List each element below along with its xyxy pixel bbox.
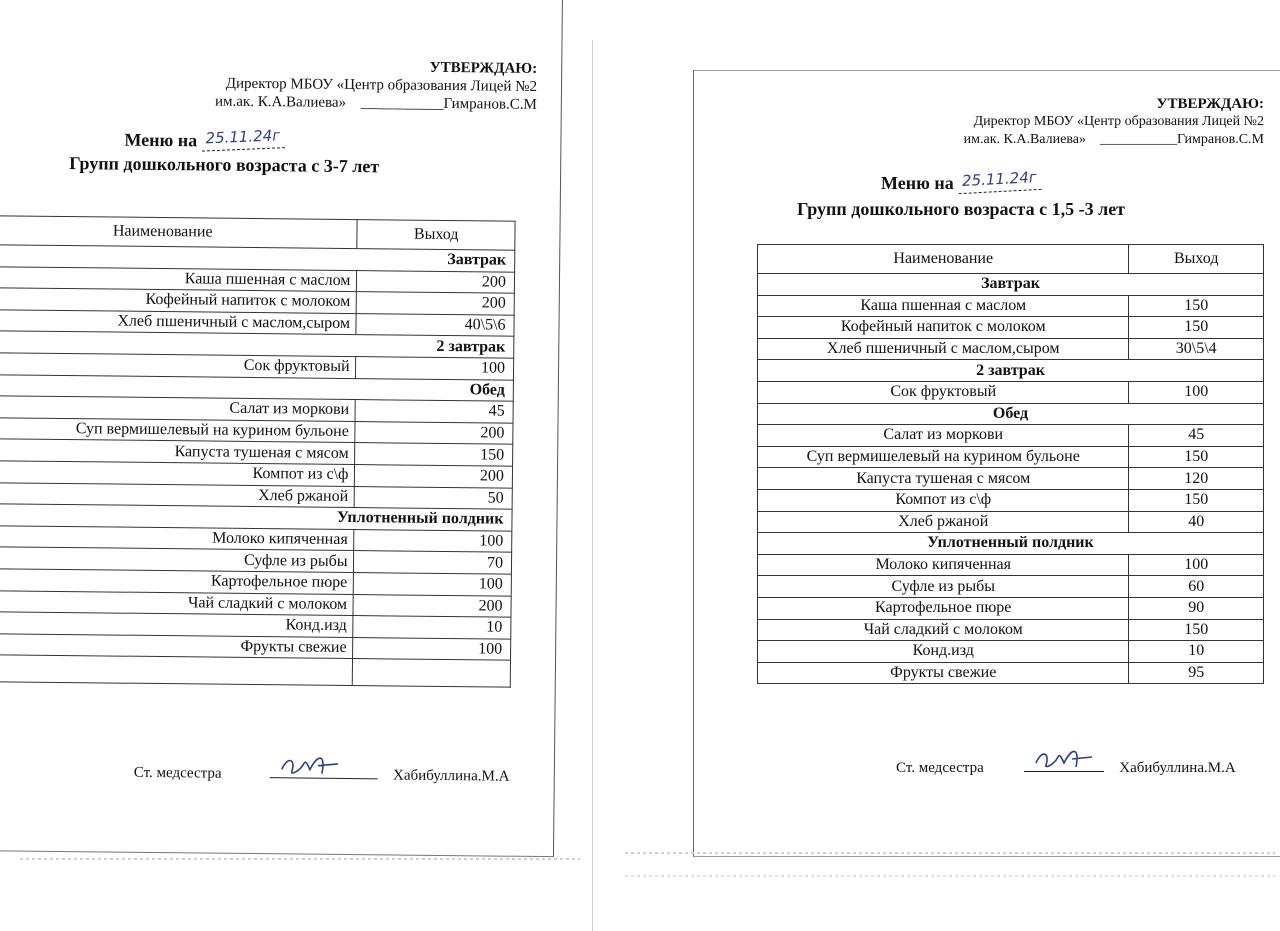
signature-person: Хабибуллина.М.А (1119, 760, 1236, 776)
dish-name: Молоко кипяченная (758, 554, 1129, 576)
dish-name: Сок фруктовый (758, 381, 1129, 403)
approval-director-sign: ___________Гимранов.С.М (361, 95, 537, 113)
signature-line (269, 763, 377, 779)
section-row (758, 533, 1264, 555)
approval-block (964, 95, 1264, 149)
table-row (758, 446, 1264, 468)
table-row (758, 468, 1264, 490)
section-title: Уплотненный полдник (0, 504, 512, 531)
dish-output: 40\5\6 (356, 313, 514, 336)
dish-name: Хлеб пшеничный с маслом,сыром (758, 338, 1129, 360)
dish-output: 10 (1129, 641, 1264, 663)
dish-name: Компот из с\ф (0, 460, 355, 486)
section-title: Завтрак (0, 244, 515, 271)
section-title: 2 завтрак (758, 360, 1264, 382)
dish-name: Сок фруктовый (0, 352, 356, 378)
approval-line1: Директор МБОУ «Центр образования Лицей №2 (225, 75, 538, 95)
blank-cell (353, 659, 511, 688)
scan-noise (20, 858, 580, 860)
table-row (758, 619, 1264, 641)
handwritten-signature (1032, 743, 1102, 773)
section-title: Обед (758, 403, 1264, 425)
scan-noise (625, 852, 1275, 854)
dish-name: Суфле из рыбы (758, 576, 1129, 598)
dish-output: 150 (1129, 619, 1264, 641)
blank-cell (0, 655, 353, 686)
table-row (758, 554, 1264, 576)
table-row (758, 381, 1264, 403)
approval-block (215, 57, 537, 114)
dish-output: 10 (353, 616, 511, 639)
dish-name: Фрукты свежие (0, 633, 353, 659)
dish-name: Кофейный напиток с молоком (758, 317, 1129, 339)
table-row (758, 317, 1264, 339)
section-title: Уплотненный полдник (758, 533, 1264, 555)
column-header-name: Наименование (758, 245, 1129, 274)
signature-block (134, 762, 510, 786)
dish-output: 100 (1129, 554, 1264, 576)
dish-output: 150 (1129, 317, 1264, 339)
table-header-row (758, 245, 1264, 274)
group-title: Групп дошкольного возраста с 3-7 лет (69, 153, 380, 177)
approval-director-sign: ___________Гимранов.С.М (1099, 132, 1264, 147)
table-row (758, 511, 1264, 533)
dish-name: Суфле из рыбы (0, 547, 354, 573)
approval-line1: Директор МБОУ «Центр образования Лицей №2 (973, 114, 1264, 129)
table-row (758, 425, 1264, 447)
scan-noise (625, 875, 1275, 877)
menu-date-handwritten: 25.11.24г (958, 165, 1042, 194)
table-row (758, 662, 1264, 684)
dish-name: Хлеб ржаной (0, 482, 355, 508)
dish-name: Хлеб ржаной (758, 511, 1129, 533)
signature-block (896, 757, 1236, 777)
dish-name: Молоко кипяченная (0, 525, 354, 551)
dish-output: 200 (357, 292, 515, 315)
dish-name: Салат из моркови (0, 396, 356, 422)
menu-page-3-7 (0, 0, 563, 857)
dish-output: 100 (356, 357, 514, 380)
dish-output: 100 (1129, 381, 1264, 403)
dish-name: Конд.изд (0, 612, 353, 638)
column-header-output: Выход (357, 220, 515, 251)
dish-name: Чай сладкий с молоком (758, 619, 1129, 641)
dish-output: 70 (354, 551, 512, 574)
approval-school: им.ак. К.А.Валиева» (963, 132, 1086, 147)
dish-name: Капуста тушеная с мясом (758, 468, 1129, 490)
dish-output: 90 (1129, 597, 1264, 619)
dish-output: 30\5\4 (1129, 338, 1264, 360)
approval-school: им.ак. К.А.Валиева» (214, 93, 347, 111)
section-row (758, 360, 1264, 382)
column-header-name: Наименование (0, 215, 358, 248)
table-blank-row (0, 655, 511, 688)
dish-output: 50 (355, 486, 513, 509)
dish-output: 40 (1129, 511, 1264, 533)
dish-output: 150 (355, 443, 513, 466)
dish-output: 200 (355, 464, 513, 487)
menu-table (0, 215, 516, 688)
signature-role: Ст. медсестра (896, 760, 984, 776)
table-row (758, 576, 1264, 598)
dish-name: Картофельное пюре (0, 568, 354, 594)
dish-name: Суп вермишелевый на курином бульоне (0, 417, 355, 443)
dish-name: Картофельное пюре (758, 597, 1129, 619)
dish-output: 60 (1129, 576, 1264, 598)
approval-title: УТВЕРЖДАЮ: (429, 59, 538, 77)
menu-page-1-5-3 (693, 70, 1280, 857)
signature-person: Хабибуллина.М.А (392, 767, 510, 785)
dish-output: 200 (357, 270, 515, 293)
table-row (758, 295, 1264, 317)
menu-label: Меню на (881, 173, 954, 193)
dish-output: 150 (1129, 446, 1264, 468)
dish-output: 150 (1129, 489, 1264, 511)
dish-name: Каша пшенная с маслом (0, 266, 357, 292)
dish-output: 45 (1129, 425, 1264, 447)
group-title: Групп дошкольного возраста с 1,5 -3 лет (796, 199, 1126, 219)
section-title: Обед (0, 374, 513, 401)
dish-output: 100 (354, 529, 512, 552)
section-title: 2 завтрак (0, 331, 514, 358)
menu-date-handwritten: 25.11.24г (201, 123, 285, 151)
approval-line2 (964, 131, 1264, 149)
dish-name: Хлеб пшеничный с маслом,сыром (0, 309, 357, 335)
table-row (758, 641, 1264, 663)
dish-name: Суп вермишелевый на курином бульоне (758, 446, 1129, 468)
dish-output: 200 (355, 421, 513, 444)
dish-output: 45 (355, 400, 513, 423)
signature-line (1024, 757, 1104, 772)
table-row (758, 489, 1264, 511)
dish-name: Салат из моркови (758, 425, 1129, 447)
approval-line2 (215, 93, 537, 114)
table-row (758, 597, 1264, 619)
dish-name: Чай сладкий с молоком (0, 590, 354, 616)
approval-title: УТВЕРЖДАЮ: (1156, 96, 1264, 112)
dish-name: Конд.изд (758, 641, 1129, 663)
section-row (758, 274, 1264, 296)
dish-output: 100 (353, 637, 511, 660)
page-fold (592, 40, 593, 931)
table-row (758, 338, 1264, 360)
dish-output: 120 (1129, 468, 1264, 490)
menu-table (757, 244, 1264, 684)
signature-role: Ст. медсестра (133, 764, 222, 782)
dish-name: Каша пшенная с маслом (758, 295, 1129, 317)
menu-heading (656, 168, 1266, 197)
dish-name: Фрукты свежие (758, 662, 1129, 684)
dish-output: 150 (1129, 295, 1264, 317)
dish-name: Компот из с\ф (758, 489, 1129, 511)
dish-name: Капуста тушеная с мясом (0, 439, 355, 465)
menu-label: Меню на (124, 129, 198, 151)
dish-output: 100 (354, 572, 512, 595)
section-title: Завтрак (758, 274, 1264, 296)
dish-name: Кофейный напиток с молоком (0, 288, 357, 314)
dish-output: 95 (1129, 662, 1264, 684)
dish-output: 200 (353, 594, 511, 617)
handwritten-signature (277, 749, 347, 780)
column-header-output: Выход (1129, 245, 1264, 274)
section-row (758, 403, 1264, 425)
